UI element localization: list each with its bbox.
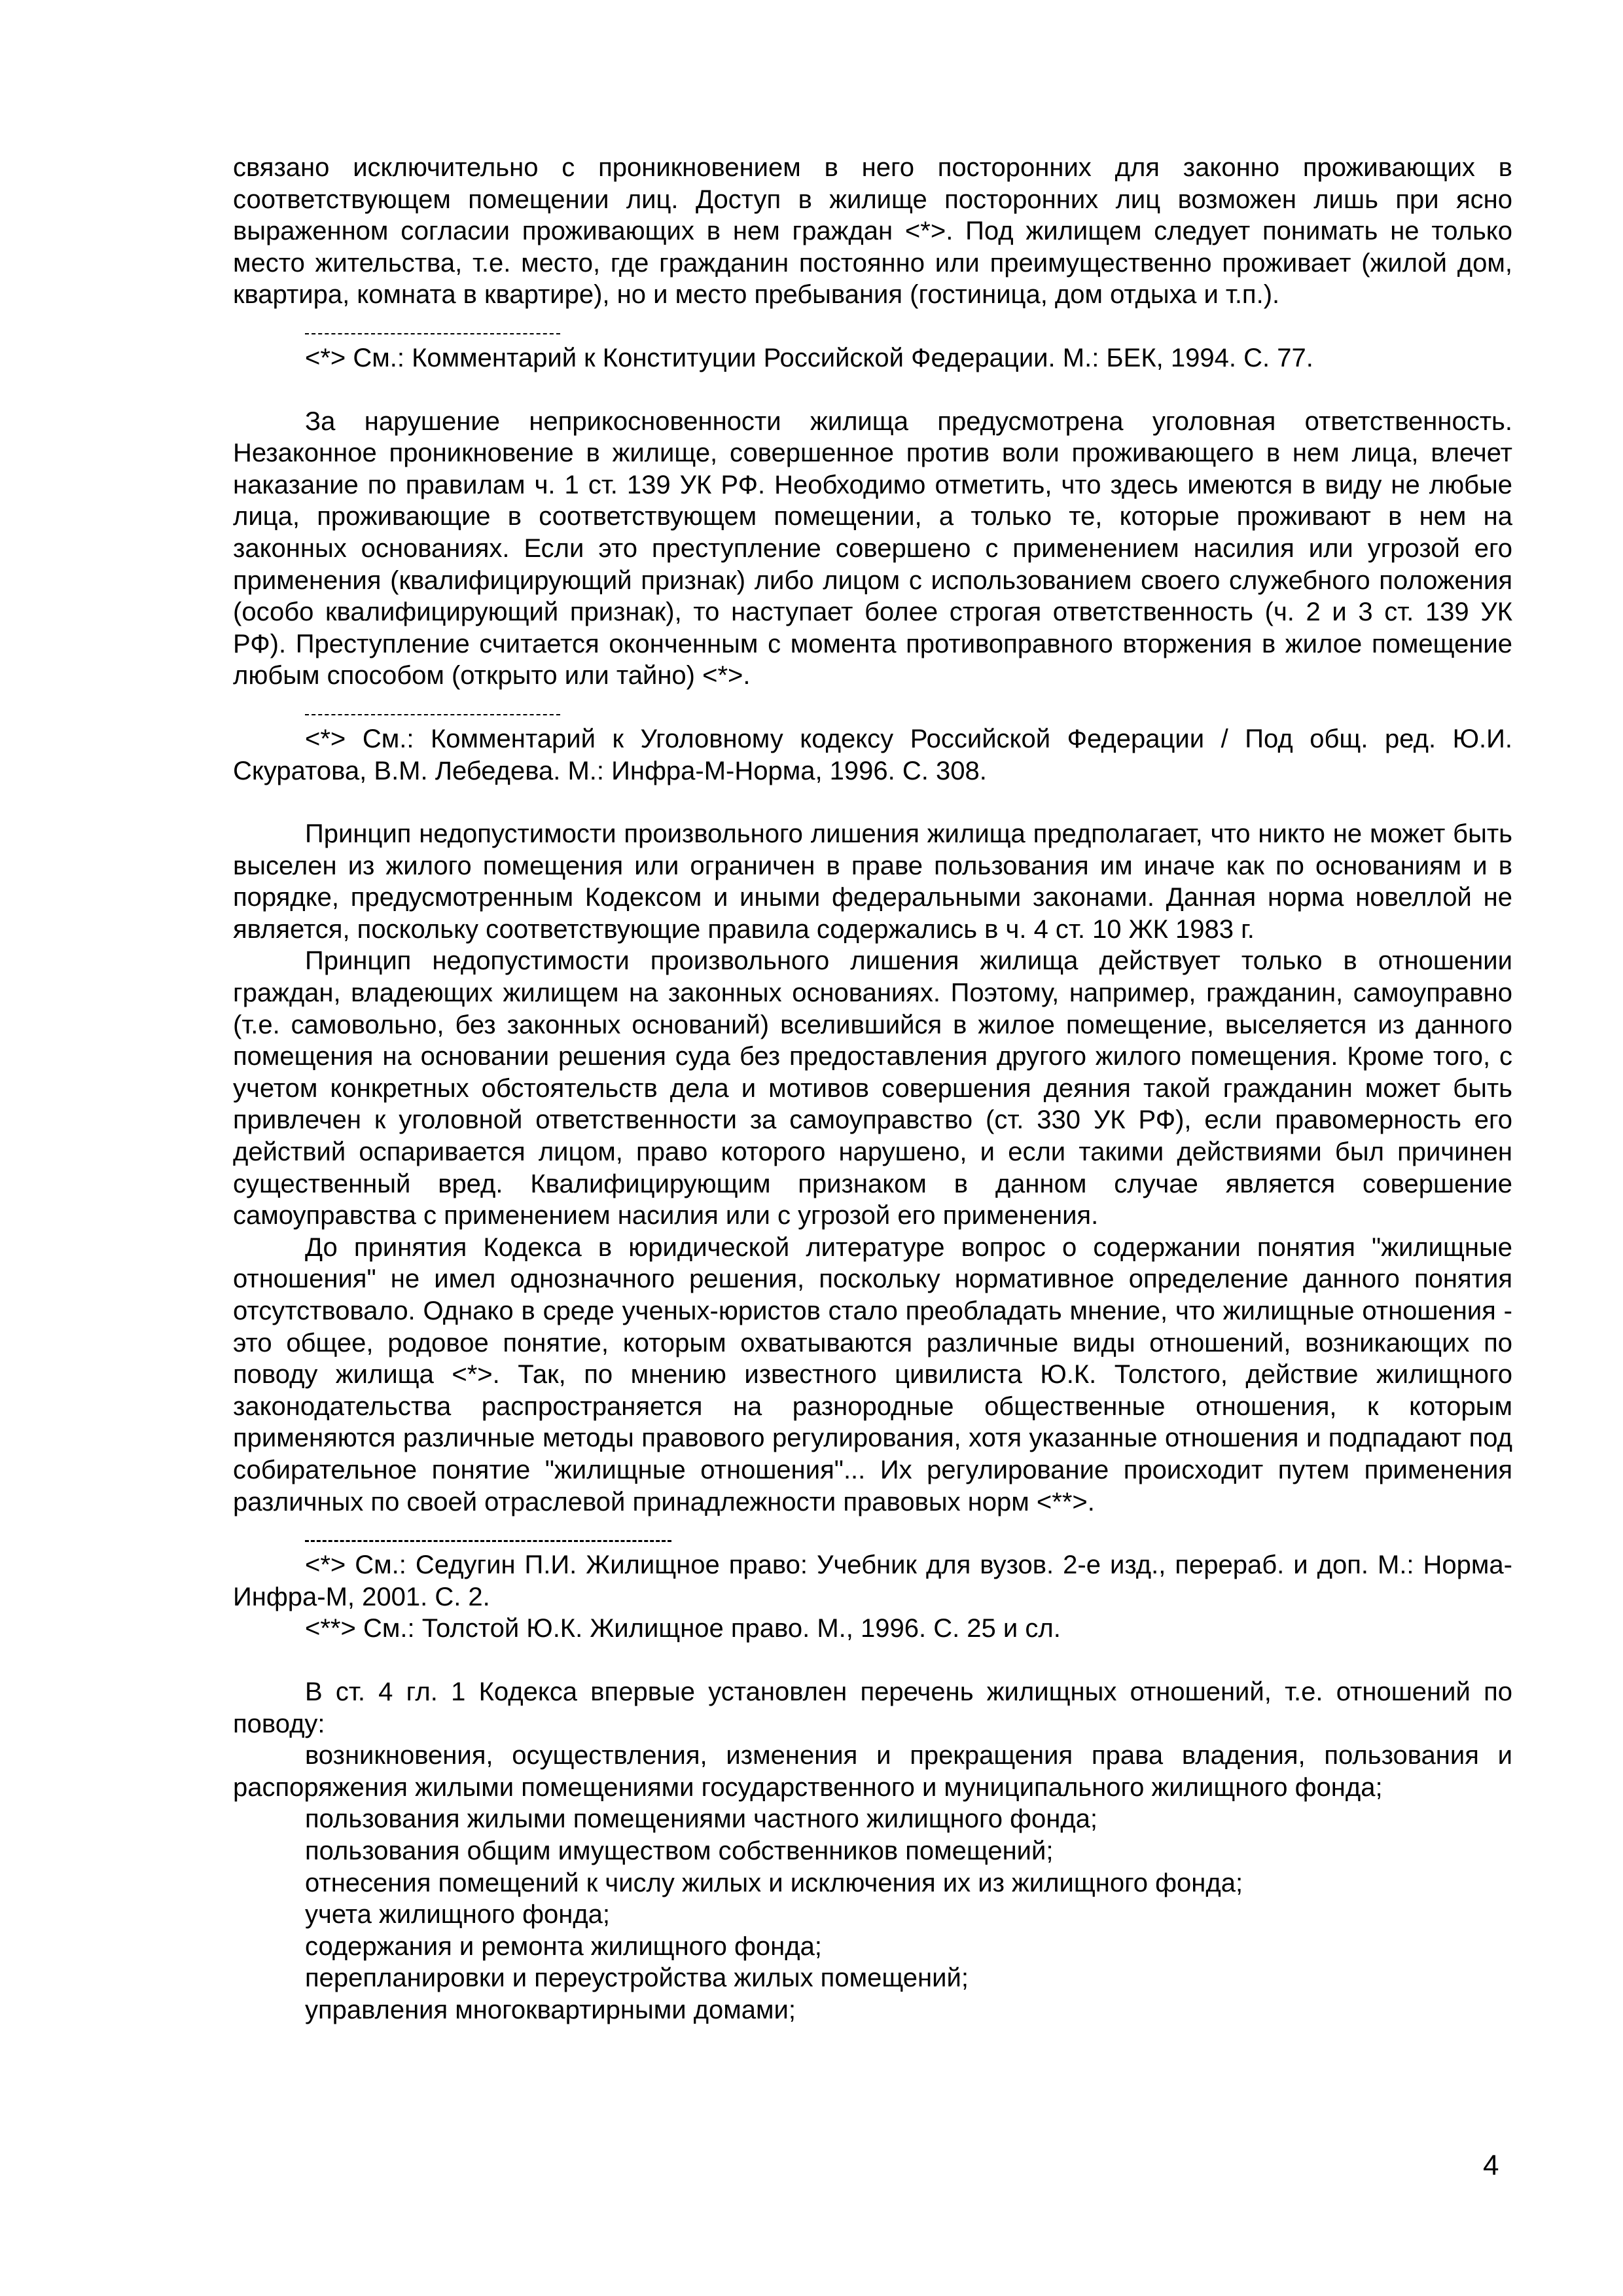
paragraph: В ст. 4 гл. 1 Кодекса впервые установлен перечень жилищных отношений, т.е. отношений по поводу: [233,1677,1512,1738]
list-item: управления многоквартирными домами; [305,1995,796,2024]
list-item: перепланировки и переустройства жилых помещений; [305,1964,969,1993]
footnote: <*> См.: Седугин П.И. Жилищное право: Учебник для вузов. 2-е изд., перераб. и доп. М.: Норма-Инфра-М, 2001. С. 2. [233,1551,1512,1611]
paragraph: Принцип недопустимости произвольного лишения жилища предполагает, что никто не может быть выселен из жилого помещения или ограничен в праве пользования им иначе как по основаниям и в порядке, предусмотренным Кодексом и иными федеральными законами. Данная норма новеллой не является, поскольку соответствующие правила содержались в ч. 4 ст. 10 ЖК 1983 г. [233,819,1512,944]
footnote-separator [305,692,1512,723]
spacer [233,787,1512,818]
list-item: учета жилищного фонда; [305,1900,611,1929]
page-number: 4 [1483,2149,1499,2181]
footnote: <*> См.: Комментарий к Конституции Российской Федерации. М.: БЕК, 1994. С. 77. [305,343,1313,372]
spacer [233,374,1512,406]
document-page [233,152,1512,2026]
footnote-separator [305,1518,1512,1549]
paragraph: За нарушение неприкосновенности жилища предусмотрена уголовная ответственность. Незаконное проникновение в жилище, совершенное против воли проживающего в нем лица, влечет наказание по правилам ч. 1 ст. 139 УК РФ. Необходимо отметить, что здесь имеются в виду не любые лица, проживающие в соответствующем помещении, а только те, которые проживают в нем на законных основаниях. Если это преступление совершено с применением насилия или угрозой его применения (квалифицирующий признак) либо лицом с использованием своего служебного положения (особо квалифицирующий признак), то наступает более строгая ответственность (ч. 2 и 3 ст. 139 УК РФ). Преступление считается оконченным с момента противоправного вторжения в жилое помещение любым способом (открыто или тайно) <*>. [233,406,1512,691]
list-item: содержания и ремонта жилищного фонда; [305,1931,822,1961]
paragraph-continuation: связано исключительно с проникновением в него посторонних для законно проживающих в соответствующем помещении лиц. Доступ в жилище посторонних лиц возможен лишь при ясно выраженном согласии проживающих в нем граждан <*>. Под жилищем следует понимать не только место жительства, т.е. место, где гражданин постоянно или преимущественно проживает (жилой дом, квартира, комната в квартире), но и место пребывания (гостиница, дом отдыха и т.п.). [233,153,1512,310]
paragraph: До принятия Кодекса в юридической литературе вопрос о содержании понятия "жилищные отношения" не имел однозначного решения, поскольку нормативное определение данного понятия отсутствовало. Однако в среде ученых-юристов стало преобладать мнение, что жилищные отношения - это общее, родовое понятие, которым охватываются различные виды отношений, возникающих по поводу жилища <*>. Так, по мнению известного цивилиста Ю.К. Толстого, действие жилищного законодательства распространяется на разнородные общественные отношения, к которым применяются различные методы правового регулирования, хотя указанные отношения и подпадают под собирательное понятие "жилищные отношения"... Их регулирование происходит путем применения различных по своей отраслевой принадлежности правовых норм <**>. [233,1232,1512,1516]
spacer [233,1645,1512,1676]
footnote: <*> См.: Комментарий к Уголовному кодексу Российской Федерации / Под общ. ред. Ю.И. Скуратова, В.М. Лебедева. М.: Инфра-М-Норма, 1996. С. 308. [233,724,1512,785]
list-item: возникновения, осуществления, изменения и прекращения права владения, пользования и распоряжения жилыми помещениями государственного и муниципального жилищного фонда; [233,1741,1512,1802]
footnote: <**> См.: Толстой Ю.К. Жилищное право. М., 1996. С. 25 и сл. [305,1614,1061,1643]
footnote-separator [305,311,1512,342]
paragraph: Принцип недопустимости произвольного лишения жилища действует только в отношении граждан, владеющих жилищем на законных основаниях. Поэтому, например, гражданин, самоуправно (т.е. самовольно, без законных оснований) вселившийся в жилое помещение, выселяется из данного помещения на основании решения суда без предоставления другого жилого помещения. Кроме того, с учетом конкретных обстоятельств дела и мотивов совершения деяния такой гражданин может быть привлечен к уголовной ответственности за самоуправство (ст. 330 УК РФ), если правомерность его действий оспаривается лицом, право которого нарушено, и если такими действиями был причинен существенный вред. Квалифицирующим признаком в данном случае является совершение самоуправства с применением насилия или с угрозой его применения. [233,946,1512,1230]
list-item: отнесения помещений к числу жилых и исключения их из жилищного фонда; [305,1868,1243,1897]
list-item: пользования жилыми помещениями частного жилищного фонда; [305,1804,1098,1834]
list-item: пользования общим имуществом собственников помещений; [305,1836,1054,1865]
